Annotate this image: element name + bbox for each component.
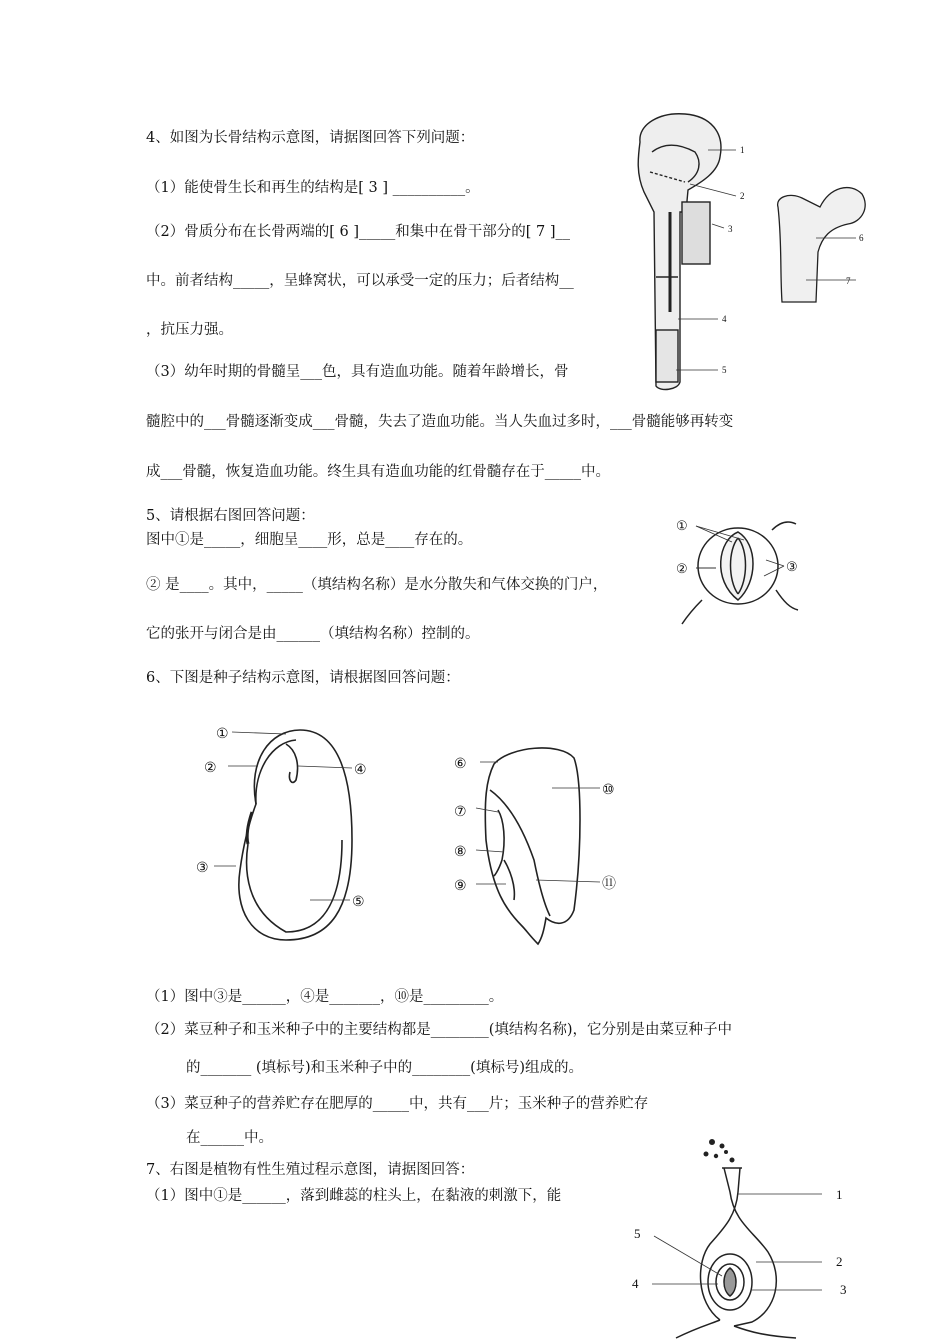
bone-label-2: 2	[740, 191, 745, 201]
q4-line-7: 成___骨髓，恢复造血功能。终生具有造血功能的红骨髓存在于_____中。	[146, 464, 610, 480]
q5-title: 5、请根据右图回答问题：	[146, 508, 315, 524]
bean-label-5: ⑤	[352, 895, 365, 910]
bone-label-3: 3	[728, 224, 733, 234]
bean-label-1: ①	[216, 727, 229, 742]
stomata-label-1: ①	[676, 518, 688, 533]
q6-line-5: 在______中。	[186, 1130, 273, 1146]
q4-line-4: ，抗压力强。	[146, 322, 233, 338]
q5-line-1: 图中①是_____，细胞呈____形，总是____存在的。	[146, 532, 473, 548]
q4-line-5: （3）幼年时期的骨髓呈___色，具有造血功能。随着年龄增长，骨	[146, 364, 569, 380]
q6-line-4: （3）菜豆种子的营养贮存在肥厚的_____中，共有___片；玉米种子的营养贮存	[146, 1096, 649, 1112]
q6-line-3: 的_______ (填标号)和玉米种子中的________(填标号)组成的。	[186, 1060, 583, 1076]
corn-label-9: ⑨	[454, 879, 467, 894]
bone-label-6: 6	[859, 233, 864, 243]
bean-seed-figure	[190, 720, 370, 948]
bone-label-5: 5	[722, 365, 727, 375]
pistil-figure	[626, 1132, 856, 1344]
q5-line-2: ② 是____。其中，_____（填结构名称）是水分散失和气体交换的门户，	[146, 577, 608, 593]
stomata-label-2: ②	[676, 561, 688, 576]
q4-line-3: 中。前者结构_____，呈蜂窝状，可以承受一定的压力；后者结构__	[146, 273, 574, 289]
bone-label-4: 4	[722, 314, 727, 324]
bean-label-3: ③	[196, 861, 209, 876]
corn-label-7: ⑦	[454, 805, 467, 820]
pistil-label-2: 2	[836, 1254, 843, 1269]
q4-line-2: （2）骨质分布在长骨两端的[ 6 ]_____和集中在骨干部分的[ 7 ]__	[146, 224, 570, 240]
corn-seed-figure	[450, 740, 640, 950]
corn-label-10: ⑩	[602, 783, 615, 798]
bone-label-7: 7	[846, 276, 851, 286]
q6-line-2: （2）菜豆种子和玉米种子中的主要结构都是________(填结构名称)，它分别是由菜豆种子中	[146, 1022, 733, 1038]
stomata-label-3: ③	[786, 559, 798, 574]
q6-title: 6、下图是种子结构示意图，请根据图回答问题：	[146, 670, 460, 686]
pistil-label-1: 1	[836, 1187, 843, 1202]
pistil-label-5: 5	[634, 1226, 641, 1241]
pistil-label-3: 3	[840, 1282, 847, 1297]
corn-label-11: ⑪	[602, 877, 616, 892]
q5-line-3: 它的张开与闭合是由______（填结构名称）控制的。	[146, 626, 480, 642]
long-bone-figure	[630, 112, 870, 397]
bean-label-2: ②	[204, 761, 217, 776]
q7-title: 7、右图是植物有性生殖过程示意图，请据图回答：	[146, 1162, 475, 1178]
pistil-label-4: 4	[632, 1276, 639, 1291]
corn-label-6: ⑥	[454, 757, 467, 772]
bean-label-4: ④	[354, 763, 367, 778]
stomata-figure	[672, 510, 812, 630]
q4-title: 4、如图为长骨结构示意图，请据图回答下列问题：	[146, 130, 475, 146]
corn-label-8: ⑧	[454, 845, 467, 860]
q6-line-1: （1）图中③是______，④是_______，⑩是_________。	[146, 989, 504, 1005]
q4-line-1: （1）能使骨生长和再生的结构是[ 3 ] __________。	[146, 180, 480, 196]
bone-label-1: 1	[740, 145, 745, 155]
q4-line-6: 髓腔中的___骨髓逐渐变成___骨髓，失去了造血功能。当人失血过多时，___骨髓能够再转变	[146, 414, 734, 430]
q7-line-1: （1）图中①是______，落到雌蕊的柱头上，在黏液的刺激下，能	[146, 1188, 562, 1204]
